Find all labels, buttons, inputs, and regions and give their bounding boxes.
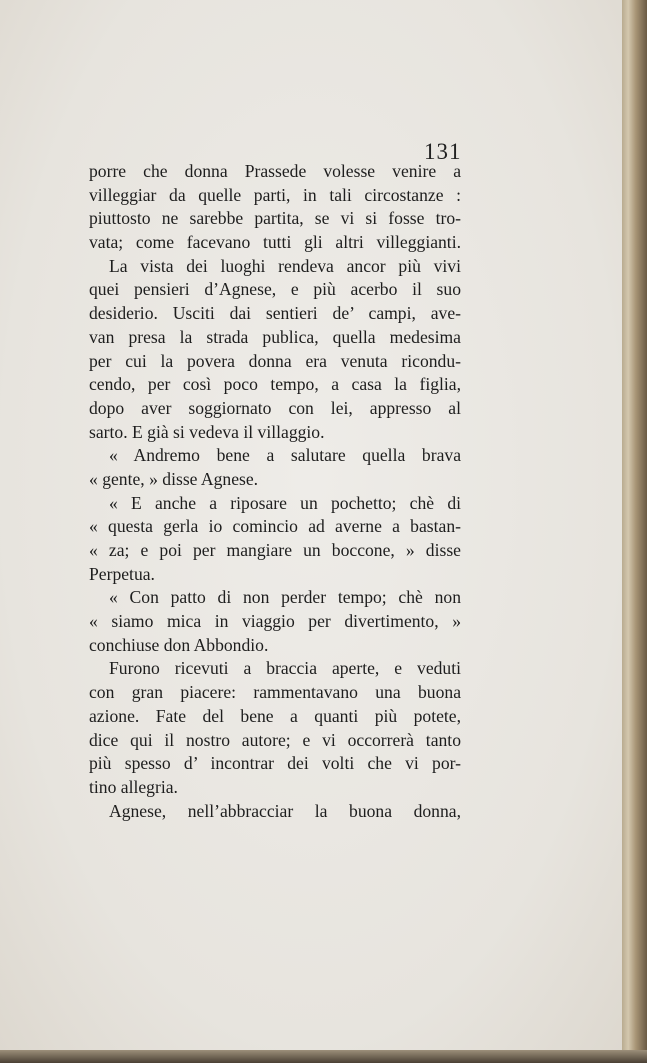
text-line: conchiuse don Abbondio. bbox=[89, 634, 269, 655]
text-line: tino allegria. bbox=[89, 776, 178, 797]
text-line: cendo, per così poco tempo, a casa la figlia, bbox=[89, 374, 461, 395]
text-line: La vista dei luoghi rendeva ancor più vivi bbox=[109, 255, 461, 276]
text-line: più spesso d’ incontrar dei volti che vi por- bbox=[89, 753, 461, 774]
text-line: Furono ricevuti a braccia aperte, e veduti bbox=[109, 658, 461, 679]
text-line: vata; come facevano tutti gli altri villeggianti. bbox=[89, 232, 461, 253]
text-line: azione. Fate del bene a quanti più potete, bbox=[89, 705, 461, 726]
text-line: per cui la povera donna era venuta ricondu- bbox=[89, 350, 461, 371]
text-line: villeggiar da quelle parti, in tali circostanze : bbox=[89, 184, 461, 205]
text-line: « questa gerla io comincio ad averne a bastan- bbox=[89, 516, 461, 537]
text-line: « za; e poi per mangiare un boccone, » disse bbox=[89, 540, 461, 560]
text-line: con gran piacere: rammentavano una buona bbox=[89, 682, 461, 703]
text-line: dopo aver soggiornato con lei, appresso al bbox=[89, 397, 461, 418]
page-number: 131 bbox=[424, 139, 462, 164]
text-line: desiderio. Usciti dai sentieri de’ campi, ave- bbox=[89, 303, 461, 324]
page-edge bbox=[622, 0, 647, 1063]
text-line: « Andremo bene a salutare quella brava bbox=[109, 445, 461, 466]
text-line: « Con patto di non perder tempo; chè non bbox=[109, 587, 461, 608]
text-line: Agnese, nell’abbracciar la buona donna, bbox=[109, 800, 461, 821]
text-line: Perpetua. bbox=[89, 563, 155, 584]
page-bottom-edge bbox=[0, 1050, 647, 1063]
text-line: dice qui il nostro autore; e vi occorrerà tanto bbox=[89, 729, 461, 750]
text-line: « siamo mica in viaggio per divertimento, » bbox=[89, 611, 461, 632]
text-line: « gente, » disse Agnese. bbox=[89, 468, 259, 489]
body-text bbox=[89, 160, 461, 823]
text-line: van presa la strada publica, quella medesima bbox=[89, 326, 461, 347]
text-line: quei pensieri d’Agnese, e più acerbo il suo bbox=[89, 279, 461, 300]
text-line: « E anche a riposare un pochetto; chè di bbox=[109, 492, 461, 513]
text-line: sarto. E già si vedeva il villaggio. bbox=[89, 421, 325, 442]
text-line: piuttosto ne sarebbe partita, se vi si fosse tro- bbox=[89, 208, 461, 229]
text-line: porre che donna Prassede volesse venire a bbox=[89, 161, 461, 181]
